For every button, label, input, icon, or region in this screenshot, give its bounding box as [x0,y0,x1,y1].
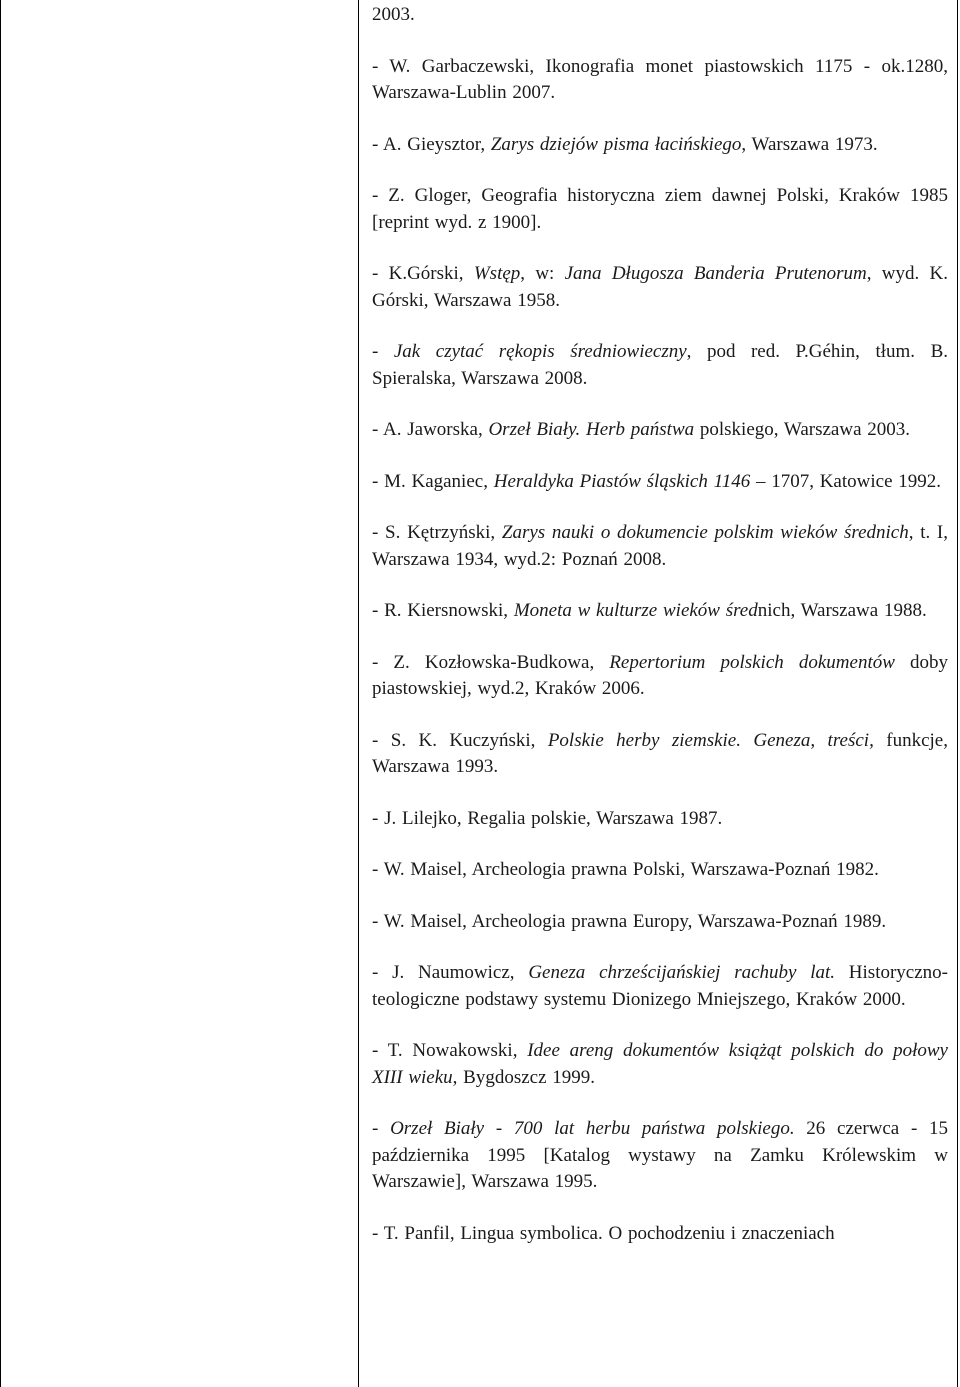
entry-text: - [372,1118,391,1139]
bibliography-entry [372,960,948,1013]
entry-text: - S. Kętrzyński, [372,522,502,543]
entry-title-italic: Wstęp [473,263,521,284]
entry-title-italic: Zarys dziejów pisma łacińskiego [490,133,742,155]
entry-title-italic: Orzeł Biały - 700 lat herbu państwa polskiego. [390,1118,795,1139]
bibliography-entry [372,2,948,29]
bibliography-list [372,2,948,1272]
column-divider [358,0,359,1387]
bibliography-entry [372,261,948,314]
entry-text: - W. Maisel, Archeologia prawna Polski, Warszawa-Poznań 1982. [372,859,879,880]
entry-text: funkcje, Warszawa 1993. [372,729,948,777]
entry-text: - J. Lilejko, Regalia polskie, Warszawa 1987. [372,807,723,829]
entry-title-italic: Polskie herby ziemskie. Geneza, treści, [547,729,874,751]
bibliography-entry [372,1116,948,1196]
bibliography-entry [372,806,948,833]
entry-text: - A. Gieysztor, [372,133,491,155]
entry-text: - R. Kiersnowski, [372,600,514,621]
entry-text: - K.Górski, [372,263,474,284]
entry-text: , pod red. P.Géhin, tłum. B. Spieralska, Warszawa 2008. [372,341,948,389]
entry-text: , t. I, Warszawa 1934, wyd.2: Poznań 2008. [372,522,949,570]
entry-title-italic: Jana Długosza Banderia Prutenorum [564,263,867,284]
entry-text: - T. Nowakowski, [372,1040,528,1061]
bibliography-entry [372,650,948,703]
entry-text: , Warszawa 1973. [741,133,878,155]
bibliography-entry [372,469,948,496]
entry-text: 1707, Katowice 1992. [771,470,942,492]
entry-text: nich, Warszawa 1988. [757,600,927,621]
entry-text: - Z. Gloger, Geografia historyczna ziem dawnej Polski, Kraków 1985 [reprint wyd. z 1900]. [372,185,948,233]
entry-text: 26 czerwca - 15 października 1995 [Katalog wystawy na Zamku Królewskim w Warszawie], Warszawa 1995. [372,1118,949,1192]
entry-text: , wyd. K. Górski, Warszawa 1958. [372,263,948,311]
bibliography-entry [372,1038,948,1091]
bibliography-entry [372,417,948,444]
entry-title-italic: Geneza chrześcijańskiej rachuby lat. [528,962,836,983]
bibliography-entry [372,183,948,236]
bibliography-entry [372,339,948,392]
entry-title-italic: Jak czytać rękopis średniowieczny [393,341,687,362]
entry-text: - T. Panfil, Lingua symbolica. O pochodzeniu i znaczeniach [372,1222,835,1244]
bibliography-entry [372,520,948,573]
entry-text: - Z. Kozłowska-Budkowa, [372,651,610,673]
entry-title-italic: Zarys nauki o dokumencie polskim wieków średnich [501,522,909,543]
entry-title-italic: Repertorium polskich dokumentów [609,651,895,673]
entry-title-italic: Heraldyka Piastów śląskich 1146 – [493,470,772,492]
bibliography-entry [372,728,948,781]
entry-title-italic: Orzeł Biały. Herb państwa [488,419,695,440]
entry-text: - [372,341,394,362]
entry-text: - M. Kaganiec, [372,470,494,492]
bibliography-entry [372,132,948,159]
entry-text: Historyczno-teologiczne podstawy systemu Dionizego Mniejszego, Kraków 2000. [372,962,948,1010]
bibliography-entry [372,857,948,884]
entry-text: - S. K. Kuczyński, [372,729,548,751]
entry-text: polskiego, Warszawa 2003. [694,419,911,440]
entry-text: doby piastowskiej, wyd.2, Kraków 2006. [372,651,948,699]
bibliography-entry [372,909,948,936]
entry-text: - W. Garbaczewski, Ikonografia monet piastowskich 1175 - ok.1280, Warszawa-Lublin 2007. [372,55,948,103]
entry-text: 2003. [372,4,415,25]
entry-text: - A. Jaworska, [372,419,489,440]
bibliography-entry [372,1221,948,1248]
entry-title-italic: Idee areng dokumentów książąt polskich do połowy XIII wieku [372,1040,948,1088]
entry-text: - W. Maisel, Archeologia prawna Europy, Warszawa-Poznań 1989. [372,910,887,932]
entry-text: , w: [520,263,565,284]
entry-title-italic: Moneta w kulturze wieków śred [513,600,758,621]
bibliography-entry [372,598,948,625]
entry-text: - J. Naumowicz, [372,962,529,983]
bibliography-entry [372,54,948,107]
entry-text: , Bygdoszcz 1999. [452,1066,596,1088]
